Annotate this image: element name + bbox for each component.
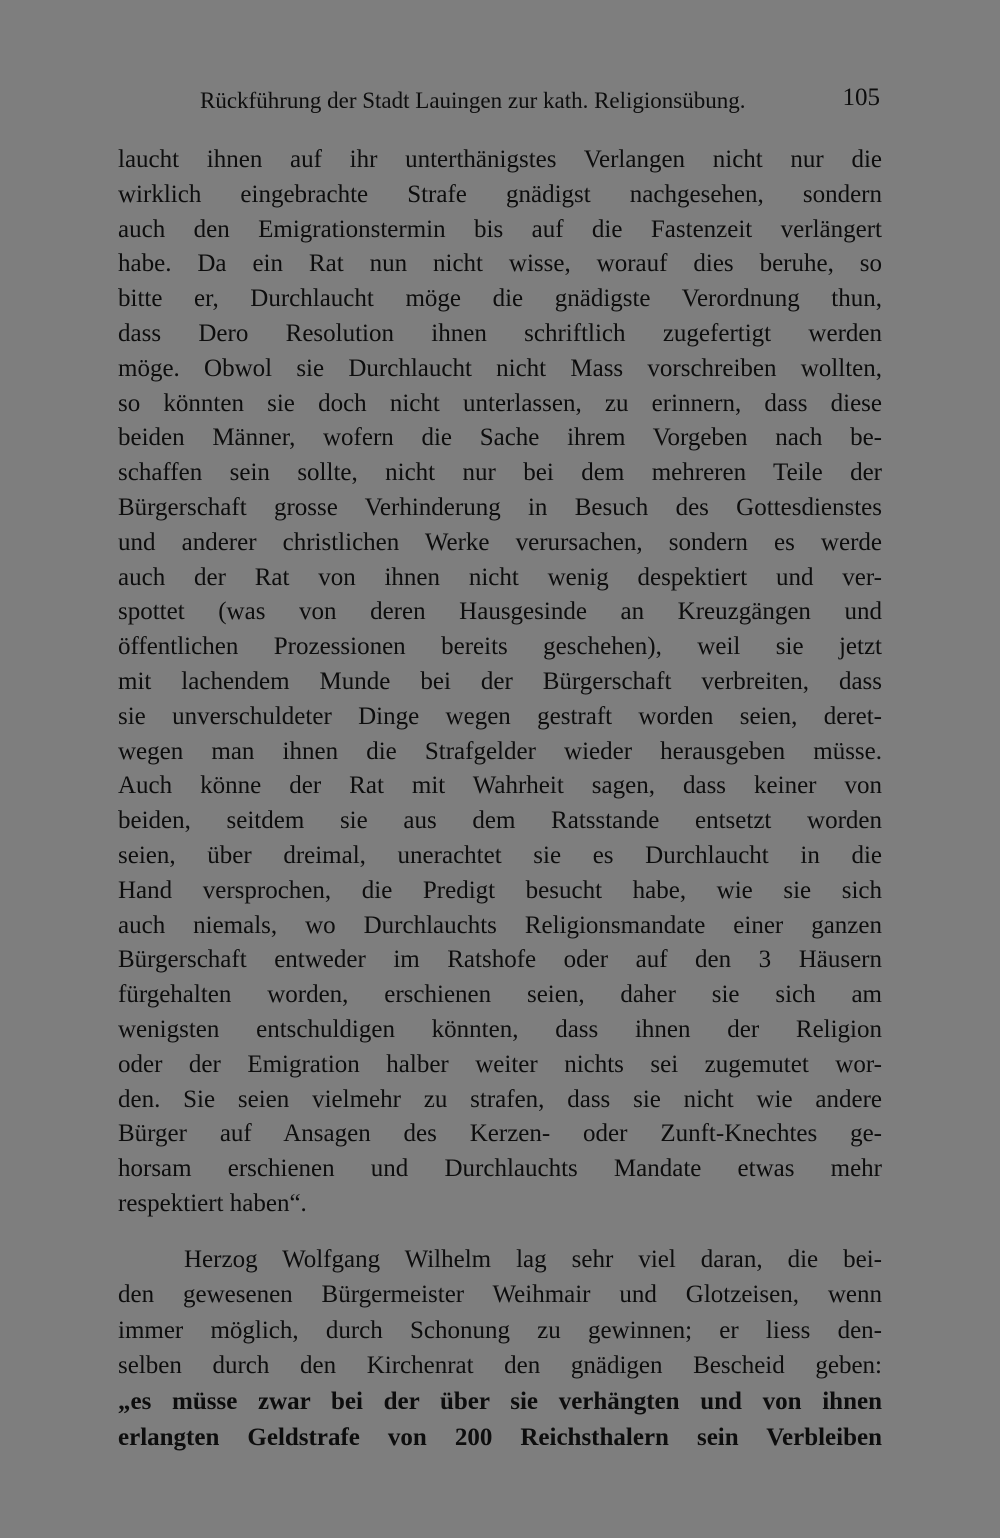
text-line: Auch könne der Rat mit Wahrheit sagen, dass keiner von — [118, 772, 882, 800]
text-line: wegen man ihnen die Strafgelder wieder herausgeben müsse. — [118, 737, 882, 765]
text-line: auch der Rat von ihnen nicht wenig despektiert und ver- — [118, 563, 882, 591]
text-line: öffentlichen Prozessionen bereits geschehen), weil sie jetzt — [118, 633, 882, 661]
text-line: auch den Emigrationstermin bis auf die Fastenzeit verlängert — [118, 215, 882, 243]
text-line: Bürger auf Ansagen des Kerzen- oder Zunft-Knechtes ge- — [118, 1120, 882, 1148]
text-line: „es müsse zwar bei der über sie verhängten und von ihnen — [118, 1388, 882, 1416]
text-line: beiden, seitdem sie aus dem Ratsstande entsetzt worden — [118, 807, 882, 835]
text-line: selben durch den Kirchenrat den gnädigen Bescheid geben: — [118, 1352, 882, 1380]
text-line: bitte er, Durchlaucht möge die gnädigste Verordnung thun, — [118, 285, 882, 313]
page-number: 105 — [842, 84, 880, 111]
text-line: sie unverschuldeter Dinge wegen gestraft worden seien, deret- — [118, 702, 882, 730]
text-line: beiden Männer, wofern die Sache ihrem Vorgeben nach be- — [118, 424, 882, 452]
text-line: seien, über dreimal, unerachtet sie es Durchlaucht in die — [118, 841, 882, 869]
text-line: Hand versprochen, die Predigt besucht habe, wie sie sich — [118, 876, 882, 904]
text-line: schaffen sein sollte, nicht nur bei dem mehreren Teile der — [118, 459, 882, 487]
text-line: den gewesenen Bürgermeister Weihmair und Glotzeisen, wenn — [118, 1281, 882, 1309]
text-line: dass Dero Resolution ihnen schriftlich zugefertigt werden — [118, 319, 882, 347]
body-text — [118, 143, 882, 1455]
text-line: spottet (was von deren Hausgesinde an Kreuzgängen und — [118, 598, 882, 626]
paragraph-2 — [118, 1242, 882, 1456]
running-head — [118, 84, 884, 118]
text-line: laucht ihnen auf ihr unterthänigstes Verlangen nicht nur die — [118, 146, 882, 173]
text-line: und anderer christlichen Werke verursachen, sondern es werde — [118, 528, 882, 556]
text-line: erlangten Geldstrafe von 200 Reichsthalern sein Verbleiben — [118, 1423, 882, 1451]
paragraph-1 — [118, 143, 882, 1222]
text-line: den. Sie seien vielmehr zu strafen, dass sie nicht wie andere — [118, 1085, 882, 1113]
text-line: Herzog Wolfgang Wilhelm lag sehr viel daran, die bei- — [184, 1245, 882, 1273]
paragraph-gap — [118, 1222, 882, 1242]
text-line: möge. Obwol sie Durchlaucht nicht Mass vorschreiben wollten, — [118, 354, 882, 382]
text-line: wirklich eingebrachte Strafe gnädigst nachgesehen, sondern — [118, 180, 882, 208]
text-line: auch niemals, wo Durchlauchts Religionsmandate einer ganzen — [118, 911, 882, 939]
text-line: respektiert haben“. — [118, 1189, 307, 1217]
text-line: horsam erschienen und Durchlauchts Mandate etwas mehr — [118, 1155, 882, 1183]
text-line: immer möglich, durch Schonung zu gewinnen; er liess den- — [118, 1316, 882, 1344]
text-line: mit lachendem Munde bei der Bürgerschaft verbreiten, dass — [118, 667, 882, 695]
text-line: so könnten sie doch nicht unterlassen, zu erinnern, dass diese — [118, 389, 882, 417]
text-line: wenigsten entschuldigen könnten, dass ihnen der Religion — [118, 1015, 882, 1043]
text-line: oder der Emigration halber weiter nichts sei zugemutet wor- — [118, 1050, 882, 1078]
text-line: Bürgerschaft entweder im Ratshofe oder auf den 3 Häusern — [118, 946, 882, 974]
text-line: fürgehalten worden, erschienen seien, daher sie sich am — [118, 981, 882, 1009]
text-line: habe. Da ein Rat nun nicht wisse, worauf dies beruhe, so — [118, 250, 882, 278]
text-line: Bürgerschaft grosse Verhinderung in Besuch des Gottesdienstes — [118, 493, 882, 521]
running-title: Rückführung der Stadt Lauingen zur kath. Religionsübung. — [200, 88, 746, 113]
